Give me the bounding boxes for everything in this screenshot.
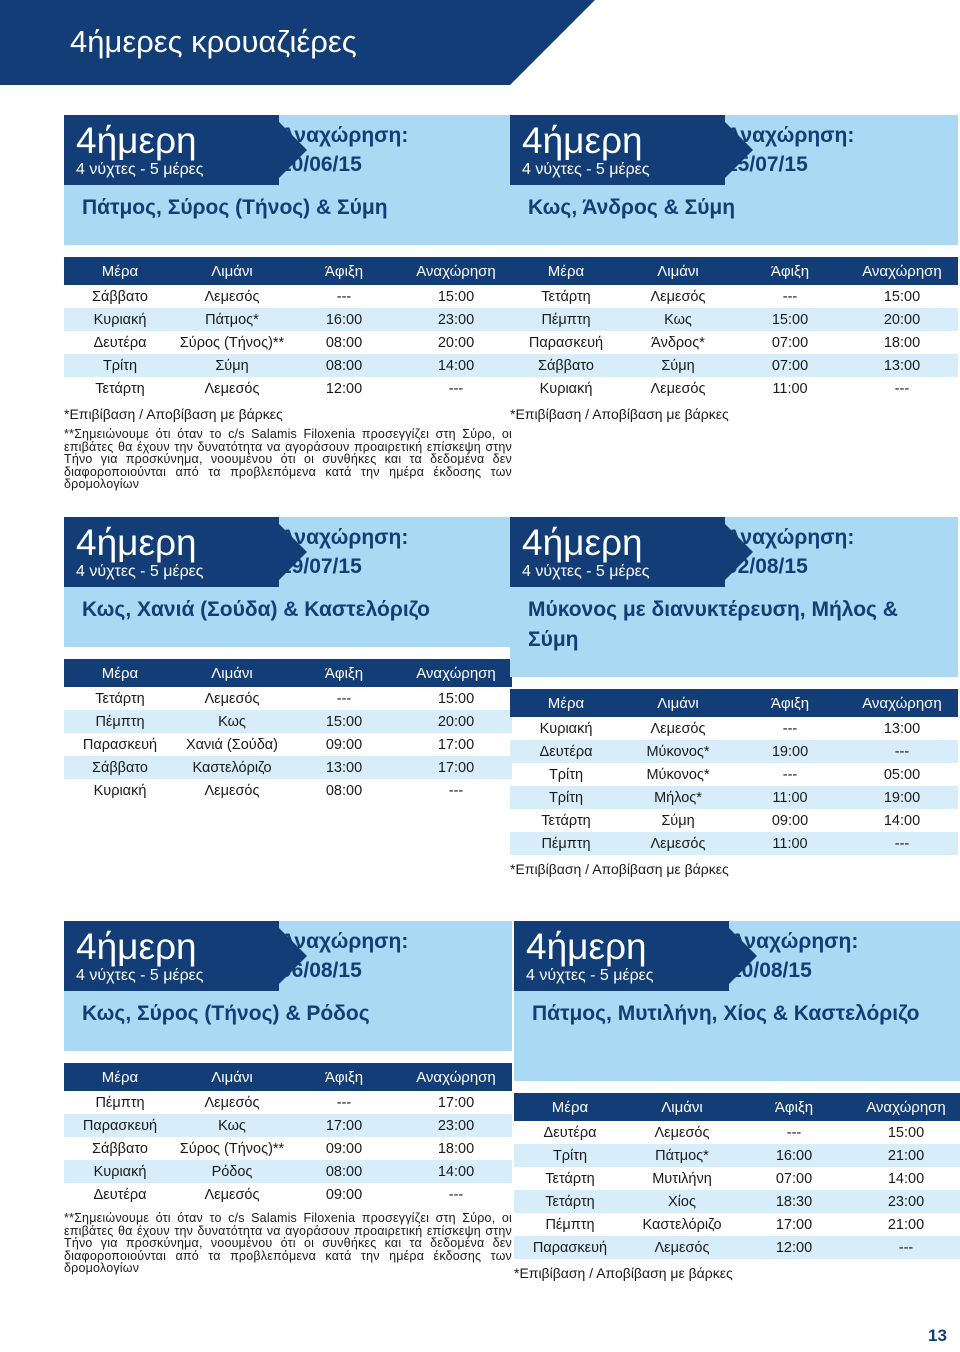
cruise-header xyxy=(510,115,958,245)
column-header: Αναχώρηση xyxy=(400,659,512,687)
table-cell: Χανιά (Σούδα) xyxy=(185,736,278,753)
table-cell: 07:00 xyxy=(771,334,809,351)
table-cell: Πέμπτη xyxy=(510,308,622,331)
table-row xyxy=(64,1183,512,1206)
table-cell: Μύκονος* xyxy=(622,740,734,763)
departure-label: Αναχώρηση: xyxy=(730,930,859,953)
table-row xyxy=(64,285,512,308)
table-cell: Σύμη xyxy=(622,354,734,377)
table-cell: Κυριακή xyxy=(539,380,593,397)
boarding-note: *Επιβίβαση / Αποβίβαση με βάρκες xyxy=(514,1265,733,1281)
table-cell: 13:00 xyxy=(288,756,400,779)
table-row xyxy=(514,1190,960,1213)
table-cell: 05:00 xyxy=(883,766,921,783)
duration-title: 4ήμερη xyxy=(522,522,643,563)
table-cell: 16:00 xyxy=(738,1144,850,1167)
departure-date: 15/07/15 xyxy=(726,153,808,176)
table-cell: 23:00 xyxy=(400,1114,512,1137)
duration-box xyxy=(64,517,279,587)
table-cell: 21:00 xyxy=(887,1216,925,1233)
table-cell: Ρόδος xyxy=(176,1160,288,1183)
table-cell: Παρασκευή xyxy=(64,1114,176,1137)
table-cell: --- xyxy=(336,288,352,305)
table-cell: Πέμπτη xyxy=(510,832,622,855)
column-header: Μέρα xyxy=(64,659,176,687)
table-cell: 18:00 xyxy=(437,1140,475,1157)
route-title: Κως, Χανιά (Σούδα) & Καστελόριζο xyxy=(82,598,430,621)
table-row xyxy=(64,1114,512,1137)
duration-title: 4ήμερη xyxy=(76,926,197,967)
table-cell: 20:00 xyxy=(437,334,475,351)
table-row xyxy=(510,786,958,809)
column-header: Μέρα xyxy=(64,257,176,285)
column-header: Μέρα xyxy=(64,1063,176,1091)
table-cell: Σάββατο xyxy=(92,288,148,305)
table-header-row xyxy=(514,1093,960,1121)
column-header: Λιμάνι xyxy=(176,1063,288,1091)
column-header: Λιμάνι xyxy=(176,659,288,687)
table-cell: Σύμη xyxy=(176,354,288,377)
table-cell: Χίος xyxy=(626,1190,738,1213)
duration-title: 4ήμερη xyxy=(76,120,197,161)
duration-subtitle: 4 νύχτες - 5 μέρες xyxy=(76,563,204,580)
column-header: Αναχώρηση xyxy=(846,257,958,285)
table-row xyxy=(510,308,958,331)
table-cell: 23:00 xyxy=(400,308,512,331)
footnote: **Σημειώνουμε ότι όταν το c/s Salamis Filoxenia προσεγγίζει στη Σύρο, οι επιβάτες θα έχουν την δυνατότητα να αγοράσουν προαιρετική επίσκεψη στην Τήνο για προσκύνημα, νοουμένου ότι οι συνθήκες και τα δεδομένα δεν διαφοροποιούνται από τα προβλεπόμενα κατά την ημέρα έκδοσης των δρομολογίων xyxy=(64,427,512,491)
table-cell: Τρίτη xyxy=(64,354,176,377)
table-cell: --- xyxy=(448,782,464,799)
table-cell: Λεμεσός xyxy=(204,1094,260,1111)
table-cell: 19:00 xyxy=(846,786,958,809)
table-cell: 14:00 xyxy=(400,1160,512,1183)
table-cell: Λεμεσός xyxy=(204,782,260,799)
table-cell: 15:00 xyxy=(437,288,475,305)
departure-date: 06/08/15 xyxy=(280,959,362,982)
departure-label: Αναχώρηση: xyxy=(280,526,409,549)
column-header: Λιμάνι xyxy=(622,257,734,285)
table-row xyxy=(64,756,512,779)
duration-subtitle: 4 νύχτες - 5 μέρες xyxy=(522,563,650,580)
schedule-table xyxy=(64,1063,512,1206)
title-banner xyxy=(0,0,510,85)
table-row xyxy=(510,717,958,740)
table-cell: 14:00 xyxy=(883,812,921,829)
duration-subtitle: 4 νύχτες - 5 μέρες xyxy=(522,161,650,178)
table-cell: Σύμη xyxy=(661,812,695,829)
table-cell: Τρίτη xyxy=(548,766,584,783)
cruise-card xyxy=(64,921,512,1275)
duration-title: 4ήμερη xyxy=(522,120,643,161)
table-cell: 07:00 xyxy=(734,354,846,377)
table-cell: Σάββατο xyxy=(64,756,176,779)
column-header: Άφιξη xyxy=(288,1063,400,1091)
table-cell: --- xyxy=(894,380,910,397)
table-cell: Δευτέρα xyxy=(510,740,622,763)
table-cell: 11:00 xyxy=(734,786,846,809)
column-header: Αναχώρηση xyxy=(400,1063,512,1091)
cruise-card xyxy=(64,517,512,802)
table-cell: Καστελόριζο xyxy=(176,756,288,779)
cruise-card xyxy=(510,115,958,422)
table-header-row xyxy=(64,257,512,285)
table-row xyxy=(64,733,512,756)
table-cell: 15:00 xyxy=(883,288,921,305)
schedule-table xyxy=(64,257,512,400)
table-cell: Τετάρτη xyxy=(541,812,591,829)
cruise-header xyxy=(514,921,960,1081)
table-cell: --- xyxy=(786,1124,802,1141)
table-cell: Άνδρος* xyxy=(651,334,705,351)
table-row xyxy=(514,1121,960,1144)
column-header: Λιμάνι xyxy=(626,1093,738,1121)
table-row xyxy=(510,331,958,354)
duration-title: 4ήμερη xyxy=(76,522,197,563)
table-cell: Κυριακή xyxy=(64,308,176,331)
cruise-header xyxy=(510,517,958,677)
table-cell: Μυτιλήνη xyxy=(652,1170,712,1187)
table-cell: Κως xyxy=(176,710,288,733)
column-header: Μέρα xyxy=(510,257,622,285)
table-cell: Λεμεσός xyxy=(204,690,260,707)
column-header: Άφιξη xyxy=(734,689,846,717)
column-header: Λιμάνι xyxy=(622,689,734,717)
cruise-card xyxy=(510,517,958,877)
table-cell: 16:00 xyxy=(288,308,400,331)
table-cell: --- xyxy=(448,1186,464,1203)
table-cell: 21:00 xyxy=(850,1144,960,1167)
table-header-row xyxy=(64,1063,512,1091)
table-row xyxy=(514,1236,960,1259)
duration-box xyxy=(514,921,729,991)
table-cell: Κως xyxy=(176,1114,288,1137)
table-cell: Δευτέρα xyxy=(93,1186,147,1203)
table-row xyxy=(64,1137,512,1160)
schedule-table xyxy=(510,257,958,400)
table-cell: --- xyxy=(336,690,352,707)
table-cell: Τρίτη xyxy=(514,1144,626,1167)
table-cell: Παρασκευή xyxy=(528,334,604,351)
column-header: Άφιξη xyxy=(738,1093,850,1121)
table-row xyxy=(510,832,958,855)
departure-label: Αναχώρηση: xyxy=(726,124,855,147)
table-cell: --- xyxy=(336,1094,352,1111)
column-header: Μέρα xyxy=(510,689,622,717)
table-cell: --- xyxy=(782,288,798,305)
table-cell: 17:00 xyxy=(400,756,512,779)
table-cell: Λεμεσός xyxy=(204,288,260,305)
table-cell: 08:00 xyxy=(288,354,400,377)
table-row xyxy=(510,354,958,377)
table-header-row xyxy=(510,257,958,285)
table-cell: Λεμεσός xyxy=(204,380,260,397)
table-row xyxy=(64,710,512,733)
table-cell: 14:00 xyxy=(400,354,512,377)
table-cell: Πέμπτη xyxy=(95,1094,145,1111)
table-header-row xyxy=(510,689,958,717)
table-cell: Τετάρτη xyxy=(95,690,145,707)
footnote: **Σημειώνουμε ότι όταν το c/s Salamis Filoxenia προσεγγίζει στη Σύρο, οι επιβάτες θα έχουν την δυνατότητα να αγοράσουν προαιρετική επίσκεψη στην Τήνο για προσκύνημα, νοουμένου ότι οι συνθήκες και τα δεδομένα δεν διαφοροποιούνται από τα προβλεπόμενα κατά την ημέρα έκδοσης των δρομολογίων xyxy=(64,1211,512,1275)
table-cell: 08:00 xyxy=(288,1160,400,1183)
table-row xyxy=(64,354,512,377)
column-header: Αναχώρηση xyxy=(846,689,958,717)
table-cell: Τετάρτη xyxy=(514,1190,626,1213)
table-row xyxy=(510,809,958,832)
table-cell: 13:00 xyxy=(883,720,921,737)
table-row xyxy=(64,1091,512,1114)
table-cell: 09:00 xyxy=(771,812,809,829)
table-cell: Κως xyxy=(622,308,734,331)
table-cell: Παρασκευή xyxy=(514,1236,626,1259)
column-header: Λιμάνι xyxy=(176,257,288,285)
table-header-row xyxy=(64,659,512,687)
table-cell: 15:00 xyxy=(288,710,400,733)
table-cell: --- xyxy=(846,740,958,763)
table-cell: 14:00 xyxy=(887,1170,925,1187)
duration-box xyxy=(510,517,725,587)
table-cell: 15:00 xyxy=(887,1124,925,1141)
route-title: Κως, Άνδρος & Σύμη xyxy=(528,196,736,219)
table-cell: 07:00 xyxy=(775,1170,813,1187)
departure-date: 02/08/15 xyxy=(726,555,808,578)
table-cell: 18:00 xyxy=(883,334,921,351)
table-cell: Λεμεσός xyxy=(650,288,706,305)
table-cell: 18:30 xyxy=(738,1190,850,1213)
table-cell: Λεμεσός xyxy=(650,720,706,737)
table-cell: Καστελόριζο xyxy=(642,1216,722,1233)
column-header: Αναχώρηση xyxy=(850,1093,960,1121)
duration-box xyxy=(510,115,725,185)
column-header: Άφιξη xyxy=(288,659,400,687)
column-header: Αναχώρηση xyxy=(400,257,512,285)
duration-subtitle: 4 νύχτες - 5 μέρες xyxy=(526,967,654,984)
cruise-card xyxy=(514,921,960,1281)
table-cell: --- xyxy=(846,832,958,855)
table-row xyxy=(514,1144,960,1167)
table-cell: Παρασκευή xyxy=(82,736,158,753)
table-cell: Πέμπτη xyxy=(545,1216,595,1233)
departure-date: 29/07/15 xyxy=(280,555,362,578)
table-cell: Σύρος (Τήνος)** xyxy=(179,334,285,351)
table-cell: Κυριακή xyxy=(64,1160,176,1183)
table-row xyxy=(64,377,512,400)
column-header: Άφιξη xyxy=(288,257,400,285)
table-cell: 09:00 xyxy=(325,1186,363,1203)
table-cell: 09:00 xyxy=(325,736,363,753)
title-banner-notch xyxy=(510,0,595,85)
schedule-table xyxy=(510,689,958,855)
table-cell: 08:00 xyxy=(325,334,363,351)
column-header: Μέρα xyxy=(514,1093,626,1121)
duration-title: 4ήμερη xyxy=(526,926,647,967)
table-cell: Λεμεσός xyxy=(654,1124,710,1141)
table-row xyxy=(514,1213,960,1236)
table-cell: Τετάρτη xyxy=(545,1170,595,1187)
table-row xyxy=(64,1160,512,1183)
schedule-table xyxy=(64,659,512,802)
table-cell: --- xyxy=(782,720,798,737)
table-row xyxy=(510,377,958,400)
table-row xyxy=(64,779,512,802)
table-cell: --- xyxy=(782,766,798,783)
table-row xyxy=(514,1167,960,1190)
table-cell: Κυριακή xyxy=(93,782,147,799)
table-cell: 20:00 xyxy=(846,308,958,331)
table-cell: 13:00 xyxy=(846,354,958,377)
table-cell: 15:00 xyxy=(734,308,846,331)
table-cell: 15:00 xyxy=(437,690,475,707)
table-cell: 12:00 xyxy=(738,1236,850,1259)
boarding-note: *Επιβίβαση / Αποβίβαση με βάρκες xyxy=(64,406,283,422)
table-cell: 20:00 xyxy=(400,710,512,733)
table-cell: Δευτέρα xyxy=(93,334,147,351)
table-cell: 17:00 xyxy=(288,1114,400,1137)
table-cell: 09:00 xyxy=(325,1140,363,1157)
cruise-header xyxy=(64,517,512,647)
cruise-card xyxy=(64,115,512,491)
table-cell: Λεμεσός xyxy=(622,832,734,855)
page-title: 4ήμερες κρουαζιέρες xyxy=(70,24,357,59)
table-row xyxy=(510,763,958,786)
table-row xyxy=(64,687,512,710)
table-cell: Πάτμος* xyxy=(176,308,288,331)
route-title: Κως, Σύρος (Τήνος) & Ρόδος xyxy=(82,1002,370,1025)
table-cell: Μύκονος* xyxy=(646,766,710,783)
table-cell: 08:00 xyxy=(325,782,363,799)
route-title: Πάτμος, Μυτιλήνη, Χίος & Καστελόριζο xyxy=(532,1002,920,1025)
departure-label: Αναχώρηση: xyxy=(280,124,409,147)
table-row xyxy=(64,331,512,354)
table-cell: 11:00 xyxy=(734,832,846,855)
route-title: Μύκονος με διανυκτέρευση, Μήλος & Σύμη xyxy=(528,598,898,651)
table-cell: Λεμεσός xyxy=(650,380,706,397)
table-cell: 17:00 xyxy=(437,1094,475,1111)
table-cell: Πάτμος* xyxy=(626,1144,738,1167)
table-cell: Τρίτη xyxy=(510,786,622,809)
table-cell: Λεμεσός xyxy=(204,1186,260,1203)
boarding-note: *Επιβίβαση / Αποβίβαση με βάρκες xyxy=(510,406,729,422)
table-cell: Λεμεσός xyxy=(626,1236,738,1259)
schedule-table xyxy=(514,1093,960,1259)
table-cell: 19:00 xyxy=(734,740,846,763)
table-cell: Δευτέρα xyxy=(543,1124,597,1141)
table-row xyxy=(64,308,512,331)
cruise-header xyxy=(64,115,512,245)
table-cell: 12:00 xyxy=(325,380,363,397)
column-header: Άφιξη xyxy=(734,257,846,285)
departure-date: 20/06/15 xyxy=(280,153,362,176)
table-row xyxy=(510,740,958,763)
table-cell: 17:00 xyxy=(437,736,475,753)
table-cell: Πέμπτη xyxy=(64,710,176,733)
table-cell: 11:00 xyxy=(772,380,808,397)
table-cell: Σάββατο xyxy=(92,1140,148,1157)
route-title: Πάτμος, Σύρος (Τήνος) & Σύμη xyxy=(82,196,388,219)
table-cell: --- xyxy=(850,1236,960,1259)
duration-subtitle: 4 νύχτες - 5 μέρες xyxy=(76,161,204,178)
table-cell: Σύρος (Τήνος)** xyxy=(179,1140,285,1157)
table-cell: --- xyxy=(448,380,464,397)
table-cell: Μήλος* xyxy=(622,786,734,809)
duration-subtitle: 4 νύχτες - 5 μέρες xyxy=(76,967,204,984)
duration-box xyxy=(64,115,279,185)
cruise-header xyxy=(64,921,512,1051)
boarding-note: *Επιβίβαση / Αποβίβαση με βάρκες xyxy=(510,861,729,877)
departure-label: Αναχώρηση: xyxy=(726,526,855,549)
table-cell: Σάββατο xyxy=(510,354,622,377)
duration-box xyxy=(64,921,279,991)
table-cell: Τετάρτη xyxy=(95,380,145,397)
table-cell: 23:00 xyxy=(850,1190,960,1213)
table-row xyxy=(510,285,958,308)
page-number: 13 xyxy=(928,1326,947,1345)
table-cell: Τετάρτη xyxy=(541,288,591,305)
table-cell: 17:00 xyxy=(775,1216,813,1233)
departure-label: Αναχώρηση: xyxy=(280,930,409,953)
departure-date: 10/08/15 xyxy=(730,959,812,982)
table-cell: Κυριακή xyxy=(539,720,593,737)
